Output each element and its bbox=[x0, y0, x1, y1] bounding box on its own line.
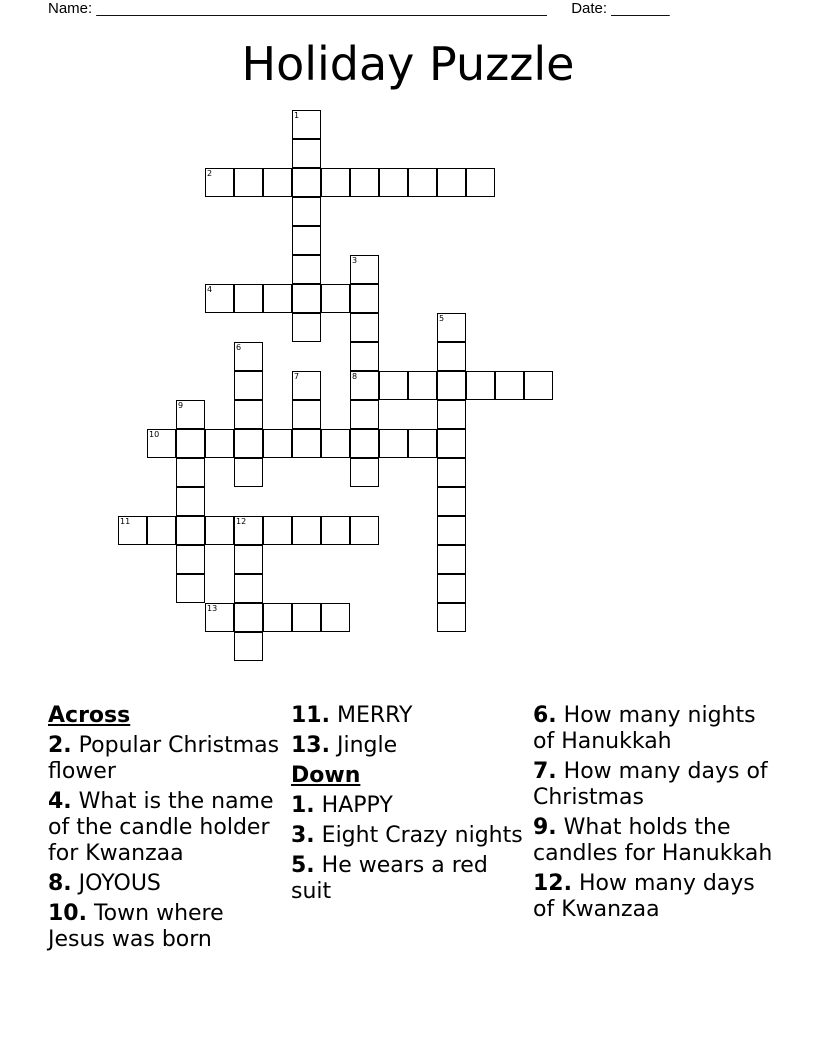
clue-number: 5 bbox=[439, 314, 445, 323]
grid-cell[interactable] bbox=[437, 574, 466, 603]
clue-number: 6 bbox=[236, 343, 242, 352]
grid-cell[interactable] bbox=[408, 371, 437, 400]
grid-cell[interactable] bbox=[350, 284, 379, 313]
grid-cell[interactable] bbox=[234, 342, 263, 371]
grid-cell[interactable] bbox=[466, 371, 495, 400]
grid-cell[interactable] bbox=[292, 226, 321, 255]
grid-cell[interactable] bbox=[263, 603, 292, 632]
clue-down-3: 3. Eight Crazy nights bbox=[291, 823, 523, 848]
grid-cell[interactable] bbox=[263, 284, 292, 313]
grid-cell[interactable] bbox=[437, 400, 466, 429]
grid-cell[interactable] bbox=[379, 371, 408, 400]
grid-cell[interactable] bbox=[292, 516, 321, 545]
grid-cell[interactable] bbox=[234, 400, 263, 429]
clue-column-3 bbox=[533, 703, 773, 927]
grid-cell[interactable] bbox=[408, 168, 437, 197]
clue-down-1: 1. HAPPY bbox=[291, 793, 393, 818]
grid-cell[interactable] bbox=[234, 168, 263, 197]
grid-cell[interactable] bbox=[321, 603, 350, 632]
grid-cell[interactable] bbox=[292, 429, 321, 458]
grid-cell[interactable] bbox=[408, 429, 437, 458]
grid-cell[interactable] bbox=[437, 371, 466, 400]
grid-cell[interactable] bbox=[234, 545, 263, 574]
grid-cell[interactable] bbox=[524, 371, 553, 400]
grid-cell[interactable] bbox=[176, 429, 205, 458]
clue-number: 7 bbox=[294, 372, 300, 381]
grid-cell[interactable] bbox=[292, 603, 321, 632]
grid-cell[interactable] bbox=[292, 139, 321, 168]
grid-cell[interactable] bbox=[292, 255, 321, 284]
grid-cell[interactable] bbox=[321, 168, 350, 197]
name-line[interactable]: ______________________________________________________ bbox=[96, 0, 547, 17]
grid-cell[interactable] bbox=[234, 574, 263, 603]
grid-cell[interactable] bbox=[379, 168, 408, 197]
clue-number: 2 bbox=[207, 169, 213, 178]
grid-cell[interactable] bbox=[437, 313, 466, 342]
date-line[interactable]: _______ bbox=[611, 0, 670, 17]
grid-cell[interactable] bbox=[176, 487, 205, 516]
grid-cell[interactable] bbox=[437, 168, 466, 197]
grid-cell[interactable] bbox=[147, 429, 176, 458]
grid-cell[interactable] bbox=[437, 342, 466, 371]
name-label: Name: bbox=[48, 0, 93, 17]
clue-number: 13 bbox=[207, 604, 218, 613]
grid-cell[interactable] bbox=[350, 429, 379, 458]
grid-cell[interactable] bbox=[350, 255, 379, 284]
clue-down-9: 9. What holds the candles for Hanukkah bbox=[533, 815, 773, 866]
clue-down-7: 7. How many days of Christmas bbox=[533, 759, 768, 810]
grid-cell[interactable] bbox=[205, 603, 234, 632]
date-label: Date: bbox=[571, 0, 608, 17]
grid-cell[interactable] bbox=[234, 516, 263, 545]
grid-cell[interactable] bbox=[350, 516, 379, 545]
clue-across-10: 10. Town where Jesus was born bbox=[48, 901, 224, 952]
clue-down-6: 6. How many nights of Hanukkah bbox=[533, 703, 756, 754]
clue-down-5: 5. He wears a red suit bbox=[291, 853, 488, 904]
grid-cell[interactable] bbox=[292, 371, 321, 400]
grid-cell[interactable] bbox=[379, 429, 408, 458]
clue-column-2 bbox=[291, 703, 526, 909]
clue-number: 1 bbox=[294, 111, 300, 120]
grid-cell[interactable] bbox=[292, 313, 321, 342]
grid-cell[interactable] bbox=[292, 197, 321, 226]
clue-number: 4 bbox=[207, 285, 213, 294]
clue-across-13: 13. Jingle bbox=[291, 733, 398, 758]
grid-cell[interactable] bbox=[205, 429, 234, 458]
grid-cell[interactable] bbox=[176, 574, 205, 603]
clue-number: 3 bbox=[352, 256, 358, 265]
clue-across-8: 8. JOYOUS bbox=[48, 871, 161, 896]
grid-cell[interactable] bbox=[350, 313, 379, 342]
grid-cell[interactable] bbox=[234, 284, 263, 313]
grid-cell[interactable] bbox=[147, 516, 176, 545]
clue-across-4: 4. What is the name of the candle holder for Kwanzaa bbox=[48, 789, 274, 866]
clue-number: 10 bbox=[149, 430, 160, 439]
clue-number: 12 bbox=[236, 517, 247, 526]
grid-cell[interactable] bbox=[234, 632, 263, 661]
grid-cell[interactable] bbox=[437, 603, 466, 632]
grid-cell[interactable] bbox=[437, 487, 466, 516]
grid-cell[interactable] bbox=[176, 458, 205, 487]
clue-column-1 bbox=[48, 703, 283, 957]
grid-cell[interactable] bbox=[437, 429, 466, 458]
grid-cell[interactable] bbox=[234, 371, 263, 400]
grid-cell[interactable] bbox=[205, 516, 234, 545]
across-heading: Across bbox=[48, 703, 131, 728]
grid-cell[interactable] bbox=[263, 168, 292, 197]
grid-cell[interactable] bbox=[350, 371, 379, 400]
grid-cell[interactable] bbox=[321, 429, 350, 458]
clue-across-2: 2. Popular Christmas flower bbox=[48, 733, 280, 784]
grid-cell[interactable] bbox=[176, 516, 205, 545]
grid-cell[interactable] bbox=[437, 545, 466, 574]
grid-cell[interactable] bbox=[292, 110, 321, 139]
grid-cell[interactable] bbox=[118, 516, 147, 545]
clue-down-12: 12. How many days of Kwanzaa bbox=[533, 871, 755, 922]
grid-cell[interactable] bbox=[495, 371, 524, 400]
grid-cell[interactable] bbox=[350, 342, 379, 371]
grid-cell[interactable] bbox=[263, 516, 292, 545]
grid-cell[interactable] bbox=[292, 400, 321, 429]
grid-cell[interactable] bbox=[437, 516, 466, 545]
grid-cell[interactable] bbox=[234, 429, 263, 458]
grid-cell[interactable] bbox=[466, 168, 495, 197]
grid-cell[interactable] bbox=[321, 516, 350, 545]
grid-cell[interactable] bbox=[292, 168, 321, 197]
grid-cell[interactable] bbox=[263, 429, 292, 458]
grid-cell[interactable] bbox=[350, 400, 379, 429]
grid-cell[interactable] bbox=[437, 458, 466, 487]
grid-cell[interactable] bbox=[176, 400, 205, 429]
grid-cell[interactable] bbox=[205, 284, 234, 313]
grid-cell[interactable] bbox=[350, 168, 379, 197]
grid-cell[interactable] bbox=[176, 545, 205, 574]
clue-number: 11 bbox=[120, 517, 131, 526]
grid-cell[interactable] bbox=[350, 458, 379, 487]
grid-cell[interactable] bbox=[321, 284, 350, 313]
grid-cell[interactable] bbox=[292, 284, 321, 313]
grid-cell[interactable] bbox=[234, 458, 263, 487]
clue-number: 9 bbox=[178, 401, 184, 410]
clue-number: 8 bbox=[352, 372, 358, 381]
down-heading: Down bbox=[291, 763, 361, 788]
clue-across-11: 11. MERRY bbox=[291, 703, 413, 728]
puzzle-title: Holiday Puzzle bbox=[241, 37, 575, 91]
grid-cell[interactable] bbox=[234, 603, 263, 632]
grid-cell[interactable] bbox=[205, 168, 234, 197]
